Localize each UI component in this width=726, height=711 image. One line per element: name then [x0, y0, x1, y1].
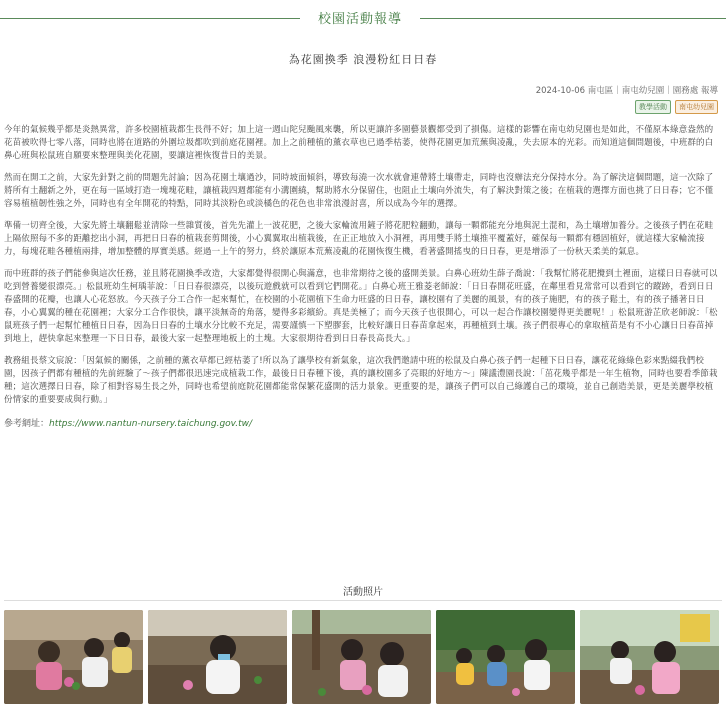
tag-list	[635, 100, 718, 114]
activity-photo[interactable]	[148, 610, 287, 704]
divider	[0, 18, 300, 19]
page-title: 校園活動報導	[317, 12, 402, 27]
article-meta: 2024-10-06 南屯區｜南屯幼兒園｜園務處 報導	[535, 86, 718, 96]
activity-photo[interactable]	[580, 610, 719, 704]
reference-link[interactable]: https://www.nantun-nursery.taichung.gov.tw/	[49, 419, 253, 429]
tag-activity[interactable]: 教學活動	[635, 100, 671, 114]
tag-school[interactable]: 南屯幼兒園	[675, 100, 718, 114]
article-body	[4, 124, 720, 429]
photo-image	[580, 610, 719, 704]
paragraph: 今年的氣候幾乎都是炎熱異常，許多校園植栽都生長得不好；加上這一週山陀兒颱風來襲，所以更讓許多園藝景觀都受到了損傷。這樣的影響在南屯幼兒園也是如此，不僅原本綠意盎然的花苗被吹得七零八落，同時也將在道路的外圍垃圾都吹到前庭花園裡。加上之前種植的薰衣草也已過季枯萎，使得花園更加荒蕪與凌亂，失去原本的光彩。而知道這個問題後，中班群的白鼻心班與松鼠班自願要來整理與美化花園，要讓這裡恢復昔日的美景。	[4, 125, 714, 161]
photos-title: 活動照片	[343, 587, 383, 598]
divider	[420, 18, 726, 19]
photo-gallery	[4, 610, 719, 704]
activity-photo[interactable]	[436, 610, 575, 704]
reference-label: 參考網址：	[4, 419, 50, 429]
paragraph: 教務組長蔡文宸說：「因氣候的關係，之前種的薰衣草都已經枯萎了!所以為了讓學校有新氣象，這次我們邀請中班的松鼠及白鼻心孩子們一起種下日日春，讓花花綠綠色彩來點綴我們校園，因孩子們都有種植的先前經驗了～孩子們都很迅速完成植栽工作，最後日日春種下後，真的讓校園多了亮眼的好地方～」陳議澧園長說：「茁花幾乎都是一年生植物，同時也要看季節栽種；這次選擇日日春，除了相對容易生長之外，同時也希望前庭院花園都能常保繁花盛開的活力景象。更重要的是，讓孩子們可以自己綠護自己的環境，並自己創造美景，更是美麗學校植份情家的重要要成與行動。」	[4, 356, 718, 405]
paragraph: 準備一切齊全後，大家先將土壤翻鬆並清除一些雜質後，首先先灌上一波花肥，之後大家輪流用鏟子將花肥粒翻動，讓每一顆都能充分地與泥土混和，為土壤增加養分。之後孩子們在花畦上隔依照每不多的距離挖出小洞，再把日日春的植栽套剪開後，小心翼翼取出植栽後，在正正地放入小洞裡，再用雙手將土壤推平覆蓋好，確保每一顆都有穩固植好，就這樣大家輪流接力，每塊花畦各種植兩排，增加整體的厚實美感。經過一上午的努力，終於讓原本荒蕪凌亂的花園恢復生機，看著盛開搖曳的日日春，更是增添了一份秋天柔美的氣息。	[4, 221, 714, 257]
photo-image	[292, 610, 431, 704]
reference	[4, 416, 720, 429]
activity-photo[interactable]	[292, 610, 431, 704]
photo-image	[436, 610, 575, 704]
photo-image	[148, 610, 287, 704]
article-title: 為花園換季 浪漫粉紅日日春	[288, 53, 438, 66]
paragraph: 而中班群的孩子們能參與這次任務，並且將花園換季改造，大家都覺得很開心與滿意，也非常期待之後的盛開美景。白鼻心班幼生薛子喬說：「我幫忙將花肥攪到土裡面，這樣日日春就可以吃到營養變很漂亮。」松鼠班幼生柯瑀菲說：「日日春很漂亮，以後玩遊戲就可以看到它們開花。」白鼻心班王雅菱老師說：「日日春開花旺盛，在鄰里看見常常可以看到它的蹤跡，看到日日春盛開的花瓣，也讓人心花怒放。今天孩子分工合作一起來幫忙，在校園的小花園植下生命力旺盛的日日春，讓校園有了美麗的風景，有的孩子施肥，有的孩子鬆土，有的孩子播著日日春，小心翼翼的種在花園裡；大家分工合作很快，讓平淡無奇的角落，變得多彩繽紛。真是美極了；而今天孩子也很開心，可以一起合作讓校園變得更美麗呢！」松鼠班游芷欣老師說：「松鼠班孩子們一起幫忙種植日日春，因為日日春的土壤水分比較不充足，需要謹慎一下塑膠套，比較好讓日日春苗拿起來，再種植到土壤。孩子們很專心的拿取植苗是有不小心讓日日春苗掉到地上，趕快拿起來整理一下日日春，最後大家一起整理地板上的土塊。大家很期待看到日日春長高長大。」	[4, 269, 718, 344]
divider	[4, 600, 722, 601]
paragraph: 然而在開工之前，大家先針對之前的問題先討論；因為花園土壤過沙，同時坡面傾斜，導致每澆一次水就會連帶將土壤帶走，同時也沒辦法充分保持水分。為了解決這個問題，這一次除了將所有土翻新之外，更在每一區域打造一塊塊花畦，讓植栽四週都能有小溝圍繞，幫助將水分保留住，也阻止土壤向外流失，有了解決對策之後；在植栽的選擇方面也挑了日日春；它不僅容易植植韌性強之外，同時也有全年開花的特點，同時其淡粉色或淡橘色的花色也非常浪漫討喜，所以成為今年的選擇。	[4, 173, 714, 209]
page-header	[0, 8, 726, 28]
activity-photo[interactable]	[4, 610, 143, 704]
photo-image	[4, 610, 143, 704]
